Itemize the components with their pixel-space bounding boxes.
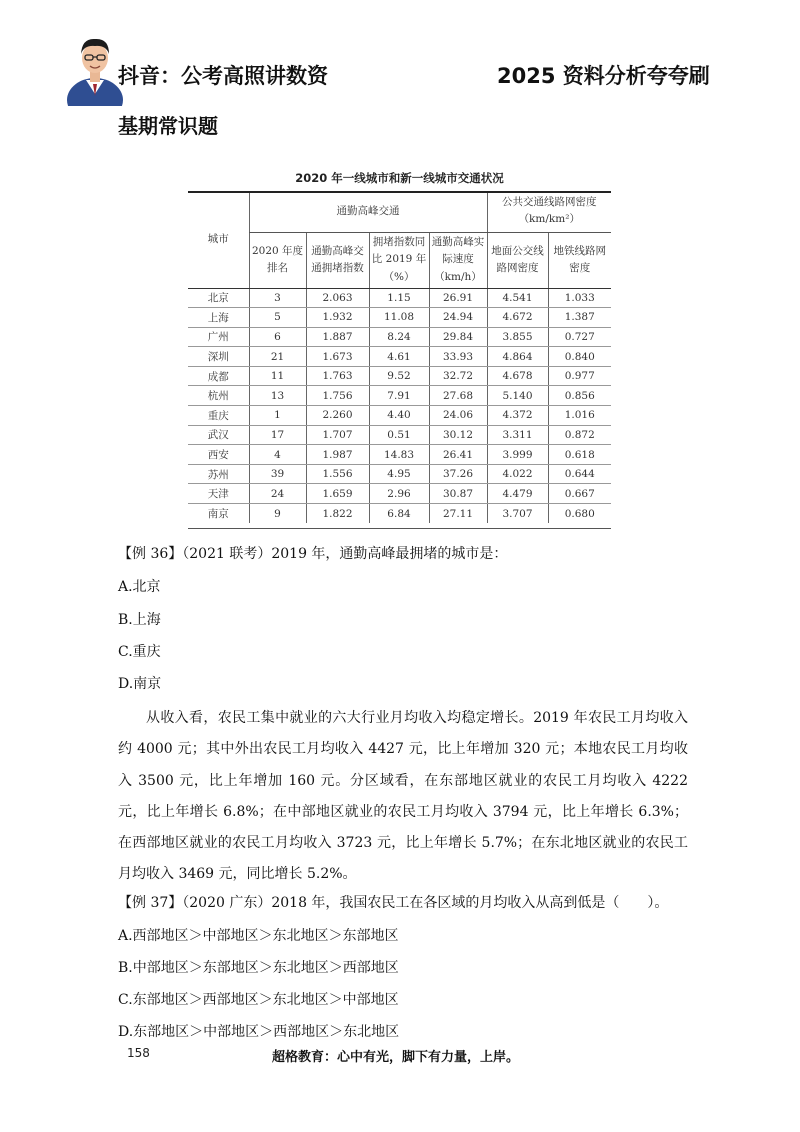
cell-change: 7.91 bbox=[369, 386, 429, 406]
cell-change: 0.51 bbox=[369, 425, 429, 445]
cell-city: 广州 bbox=[188, 327, 249, 347]
cell-rank: 5 bbox=[249, 308, 306, 328]
header-left-text: 抖音：公考高照讲数资 bbox=[118, 64, 328, 88]
cell-speed: 27.11 bbox=[429, 504, 487, 524]
header-index: 通勤高峰交通拥堵指数 bbox=[306, 232, 369, 288]
cell-index: 2.260 bbox=[306, 406, 369, 426]
header-city: 城市 bbox=[188, 191, 249, 288]
cell-speed: 33.93 bbox=[429, 347, 487, 367]
cell-index: 1.673 bbox=[306, 347, 369, 367]
question-36-option-b: B.上海 bbox=[118, 612, 161, 628]
cell-metro: 0.872 bbox=[548, 425, 611, 445]
question-36-option-d: D.南京 bbox=[118, 676, 162, 692]
cell-metro: 1.016 bbox=[548, 406, 611, 426]
cell-city: 武汉 bbox=[188, 425, 249, 445]
question-37-option-a: A.西部地区＞中部地区＞东北地区＞东部地区 bbox=[118, 928, 399, 944]
cell-change: 2.96 bbox=[369, 484, 429, 504]
presenter-avatar bbox=[66, 26, 124, 106]
cell-speed: 30.87 bbox=[429, 484, 487, 504]
header-metro-density: 地铁线路网密度 bbox=[548, 232, 611, 288]
cell-city: 成都 bbox=[188, 366, 249, 386]
table-title: 2020 年一线城市和新一线城市交通状况 bbox=[295, 171, 504, 185]
table-row bbox=[188, 308, 611, 328]
question-37-option-b: B.中部地区＞东部地区＞东北地区＞西部地区 bbox=[118, 960, 399, 976]
cell-index: 1.887 bbox=[306, 327, 369, 347]
cell-bus: 4.678 bbox=[487, 366, 548, 386]
question-37-stem: 【例 37】（2020 广东）2018 年，我国农民工在各区域的月均收入从高到低是（ ）。 bbox=[118, 895, 669, 911]
question-36-option-c: C.重庆 bbox=[118, 644, 161, 660]
header-speed: 通勤高峰实际速度（km/h） bbox=[429, 232, 487, 288]
cell-city: 杭州 bbox=[188, 386, 249, 406]
cell-rank: 24 bbox=[249, 484, 306, 504]
cell-index: 1.659 bbox=[306, 484, 369, 504]
cell-speed: 27.68 bbox=[429, 386, 487, 406]
cell-metro: 0.644 bbox=[548, 464, 611, 484]
cell-index: 2.063 bbox=[306, 288, 369, 308]
cell-metro: 0.680 bbox=[548, 504, 611, 524]
cell-metro: 0.977 bbox=[548, 366, 611, 386]
cell-index: 1.987 bbox=[306, 445, 369, 465]
cell-rank: 13 bbox=[249, 386, 306, 406]
cell-metro: 0.856 bbox=[548, 386, 611, 406]
cell-index: 1.707 bbox=[306, 425, 369, 445]
cell-metro: 0.618 bbox=[548, 445, 611, 465]
header-commute-group: 通勤高峰交通 bbox=[249, 191, 487, 232]
cell-bus: 3.999 bbox=[487, 445, 548, 465]
table-row bbox=[188, 464, 611, 484]
cell-city: 北京 bbox=[188, 288, 249, 308]
footer-motto: 超格教育：心中有光，脚下有力量，上岸。 bbox=[272, 1050, 520, 1065]
cell-city: 南京 bbox=[207, 508, 229, 521]
cell-speed: 32.72 bbox=[429, 366, 487, 386]
cell-index: 1.763 bbox=[306, 366, 369, 386]
cell-speed: 30.12 bbox=[429, 425, 487, 445]
cell-city: 苏州 bbox=[188, 464, 249, 484]
table-row bbox=[188, 425, 611, 445]
income-paragraph: 从收入看，农民工集中就业的六大行业月均收入均稳定增长。2019 年农民工月均收入约 4000 元；其中外出农民工月均收入 4427 元，比上年增加 320 元；本地农民工月均收入 3500 元，比上年增加 160 元。分区域看，在东部地区就业的农民工月均收入 4222 元，比上年增长 6.8%；在中部地区就业的农民工月均收入 3794 元，比上年增长 6.3%；在西部地区就业的农民工月均收入 3723 元，比上年增长 5.7%；在东北地区就业的农民工月均收入 3469 元，同比增长 5.2%。 bbox=[118, 710, 688, 883]
cell-bus: 4.372 bbox=[487, 406, 548, 426]
table-row bbox=[188, 327, 611, 347]
cell-change: 1.15 bbox=[369, 288, 429, 308]
cell-city: 西安 bbox=[188, 445, 249, 465]
cell-index: 1.822 bbox=[306, 504, 369, 524]
question-37-option-c: C.东部地区＞西部地区＞东北地区＞中部地区 bbox=[118, 992, 399, 1008]
cell-bus: 4.541 bbox=[487, 288, 548, 308]
table-row bbox=[188, 366, 611, 386]
cell-speed: 37.26 bbox=[429, 464, 487, 484]
question-37-option-d: D.东部地区＞中部地区＞西部地区＞东北地区 bbox=[118, 1024, 400, 1040]
cell-metro: 0.727 bbox=[548, 327, 611, 347]
cell-speed: 24.06 bbox=[429, 406, 487, 426]
cell-speed: 29.84 bbox=[429, 327, 487, 347]
cell-bus: 3.855 bbox=[487, 327, 548, 347]
table-row bbox=[188, 386, 611, 406]
cell-change: 11.08 bbox=[369, 308, 429, 328]
cell-bus: 4.864 bbox=[487, 347, 548, 367]
page-number: 158 bbox=[127, 1046, 150, 1060]
header-bus-density: 地面公交线路网密度 bbox=[487, 232, 548, 288]
cell-bus: 3.311 bbox=[487, 425, 548, 445]
cell-city: 天津 bbox=[188, 484, 249, 504]
traffic-table bbox=[188, 191, 611, 523]
cell-metro: 1.387 bbox=[548, 308, 611, 328]
table-row bbox=[188, 504, 611, 524]
cell-rank: 21 bbox=[249, 347, 306, 367]
cell-bus: 5.140 bbox=[487, 386, 548, 406]
cell-metro: 1.033 bbox=[548, 288, 611, 308]
cell-change: 4.61 bbox=[369, 347, 429, 367]
cell-metro: 0.840 bbox=[548, 347, 611, 367]
cell-speed: 26.91 bbox=[429, 288, 487, 308]
cell-bus: 3.707 bbox=[487, 504, 548, 524]
cell-change: 6.84 bbox=[369, 504, 429, 524]
question-36-option-a: A.北京 bbox=[118, 579, 161, 595]
cell-city: 重庆 bbox=[188, 406, 249, 426]
header-right-text: 2025 资料分析夸夸刷 bbox=[497, 64, 710, 88]
cell-change: 8.24 bbox=[369, 327, 429, 347]
cell-speed: 24.94 bbox=[429, 308, 487, 328]
cell-change: 4.40 bbox=[369, 406, 429, 426]
cell-rank: 1 bbox=[249, 406, 306, 426]
cell-index: 1.932 bbox=[306, 308, 369, 328]
cell-change: 14.83 bbox=[369, 445, 429, 465]
cell-rank: 39 bbox=[249, 464, 306, 484]
cell-rank: 17 bbox=[249, 425, 306, 445]
table-row bbox=[188, 484, 611, 504]
table-row bbox=[188, 288, 611, 308]
cell-rank: 9 bbox=[249, 504, 306, 524]
cell-bus: 4.479 bbox=[487, 484, 548, 504]
cell-rank: 4 bbox=[249, 445, 306, 465]
table-row bbox=[188, 406, 611, 426]
cell-rank: 6 bbox=[249, 327, 306, 347]
table-row bbox=[188, 347, 611, 367]
cell-city: 上海 bbox=[188, 308, 249, 328]
cell-index: 1.756 bbox=[306, 386, 369, 406]
header-change: 拥堵指数同比 2019 年（%） bbox=[369, 232, 429, 288]
cell-speed: 26.41 bbox=[429, 445, 487, 465]
cell-change: 9.52 bbox=[369, 366, 429, 386]
cell-index: 1.556 bbox=[306, 464, 369, 484]
cell-rank: 11 bbox=[249, 366, 306, 386]
cell-metro: 0.667 bbox=[548, 484, 611, 504]
cell-rank: 3 bbox=[249, 288, 306, 308]
question-36-stem: 【例 36】（2021 联考）2019 年，通勤高峰最拥堵的城市是： bbox=[118, 546, 508, 562]
section-title: 基期常识题 bbox=[118, 114, 218, 138]
header-density-group: 公共交通线路网密度（km/km²） bbox=[487, 191, 611, 232]
cell-city: 深圳 bbox=[188, 347, 249, 367]
cell-change: 4.95 bbox=[369, 464, 429, 484]
table-row bbox=[188, 445, 611, 465]
cell-bus: 4.022 bbox=[487, 464, 548, 484]
cell-bus: 4.672 bbox=[487, 308, 548, 328]
header-rank: 2020 年度排名 bbox=[249, 232, 306, 288]
